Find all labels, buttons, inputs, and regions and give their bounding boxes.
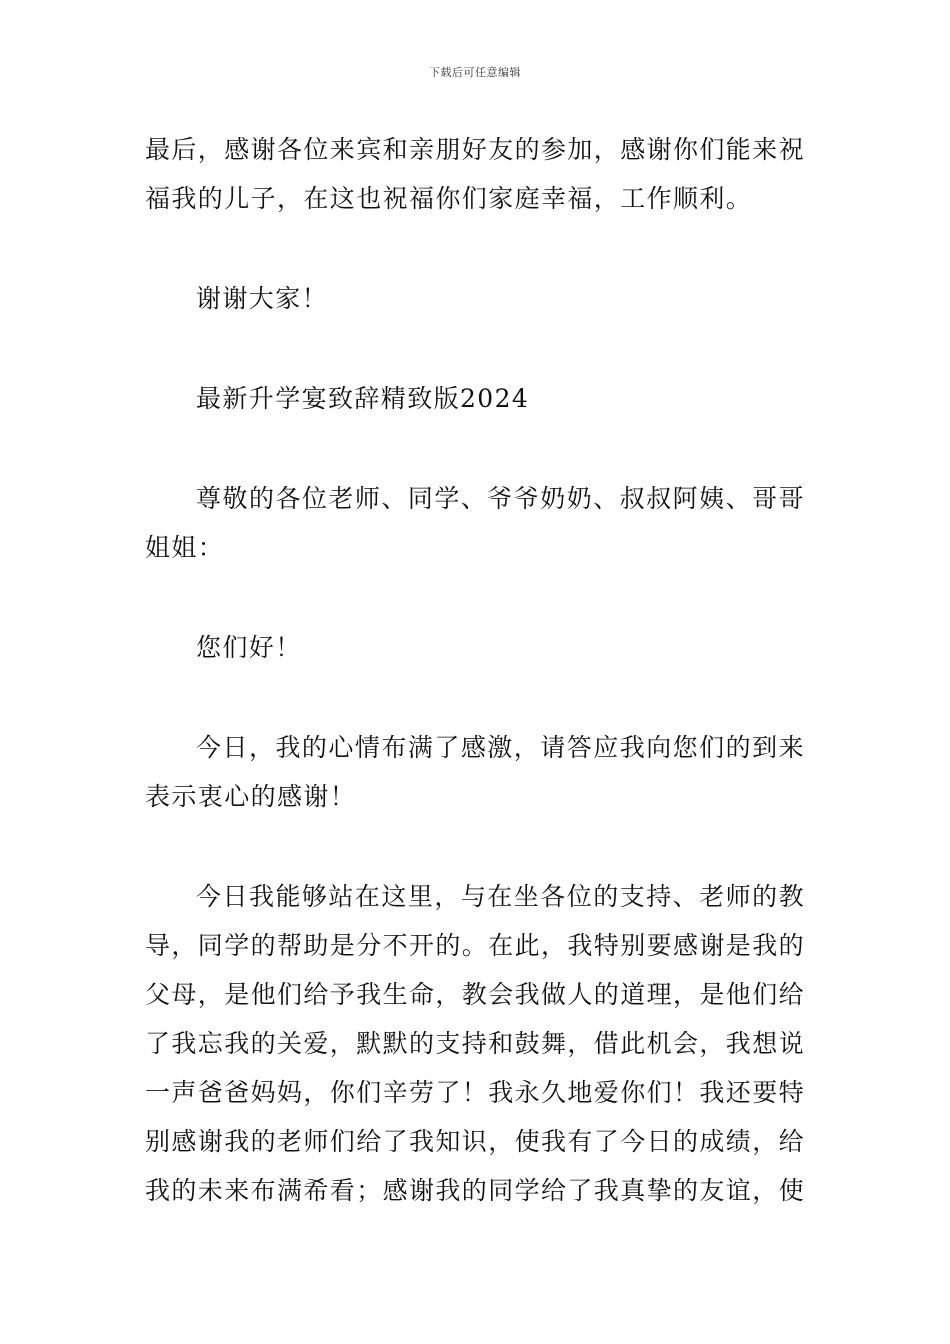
closing-paragraph: 最后，感谢各位来宾和亲朋好友的参加，感谢你们能来祝福我的儿子，在这也祝福你们家庭幸福，工作顺利。	[145, 135, 806, 213]
thanks-line: 谢谢大家！	[196, 284, 329, 313]
greeting-line: 您们好！	[196, 633, 302, 662]
page-header: 下载后可任意编辑	[429, 66, 521, 79]
body-paragraph: 今日我能够站在这里，与在坐各位的支持、老师的教导，同学的帮助是分不开的。在此，我特别要感谢是我的父母，是他们给予我生命，教会我做人的道理，是他们给了我忘我的关爱，默默的支持和鼓舞，借此机会，我想说一声爸爸妈妈，你们辛劳了！我永久地爱你们！我还要特别感谢我的老师们给了我知识，使我有了今日的成绩，给我的未来布满希看；感谢我的同学给了我真挚的友谊，使	[145, 882, 806, 1205]
salutation-paragraph: 尊敬的各位老师、同学、爷爷奶奶、叔叔阿姨、哥哥姐姐：	[145, 484, 805, 562]
section-title: 最新升学宴致辞精致版2024	[196, 384, 530, 413]
gratitude-paragraph: 今日，我的心情布满了感激，请答应我向您们的到来表示衷心的感谢！	[145, 733, 805, 811]
